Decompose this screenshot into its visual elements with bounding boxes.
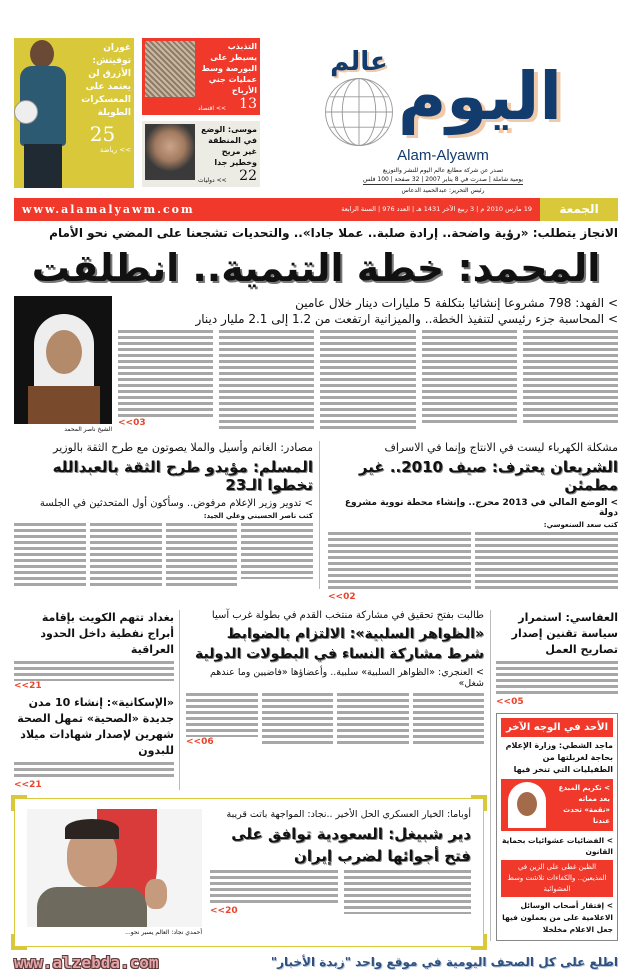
women-body-col-2: [337, 693, 409, 747]
amr-moussa-photo: [145, 124, 195, 180]
teaser-economy-section: >> اقتصاد: [198, 105, 227, 112]
teaser-sports-page: 25: [89, 122, 116, 146]
power-body-col-2: [328, 532, 471, 592]
coach-photo: [14, 38, 72, 188]
women-body-col-1: [413, 693, 485, 747]
website-link[interactable]: www.alamalyawm.com: [22, 202, 195, 216]
globe-icon: [324, 77, 394, 147]
teaser-sports-section: >> رياضة: [99, 146, 131, 154]
muslim-body-col-2: [166, 523, 238, 589]
muslim-byline: كتب ناصر الحسيني وعلي الجيد:: [203, 511, 313, 520]
power-kicker: مشكلة الكهرباء ليست في الانتاج وإنما في الاسراف: [384, 440, 618, 454]
housing-page-ref[interactable]: <<21: [14, 779, 42, 790]
power-headline[interactable]: الشريعان يعترف: صيف 2010.. غير مطمئن: [358, 457, 618, 494]
editor-in-chief: رئيس التحرير: عبدالحميد الدعاس: [401, 186, 485, 194]
iran-story-box[interactable]: [14, 798, 484, 947]
last-page-box[interactable]: [496, 713, 618, 941]
lead-body-col-5: [118, 330, 213, 418]
baghdad-page-ref[interactable]: <<21: [14, 680, 42, 691]
power-byline: كتب سعد السنعوسي:: [543, 520, 618, 529]
baghdad-headline[interactable]: بغداد تتهم الكويت بإقامة أبراج نفطية داخل الحدود العراقية: [40, 610, 174, 656]
issue-info: يومية شاملة | صدرت في 8 يناير 2007 | 32 صفحة | 100 فلس: [362, 175, 524, 183]
nasser-al-mohammad-photo: [14, 296, 112, 424]
baghdad-body: [14, 661, 174, 681]
iran-kicker: أوباما: الخيار العسكري الحل الأخير ..نجاد: المواجهة باتت قريبة: [226, 808, 471, 820]
iran-body-col-1: [344, 870, 472, 914]
muslim-kicker: مصادر: الغانم وأسيل والملا يصوتون مع طرح الثقة بالوزير: [53, 440, 313, 454]
women-body-col-4: [186, 693, 258, 737]
lead-body-col-1: [523, 330, 618, 426]
lead-body-col-4: [219, 330, 314, 430]
muslim-body-col-3: [90, 523, 162, 589]
muslim-body-col-1: [241, 523, 313, 579]
footer-site-link[interactable]: www.alzebda.com: [14, 952, 159, 972]
iran-body-col-2: [210, 870, 338, 906]
lead-sub-2: > المحاسبة جزء رئيسي لتنفيذ الخطة.. والميزانية ارتفعت من 1.2 إلى 2.1 مليار دينار: [195, 311, 618, 326]
ahmadinejad-photo: [27, 809, 202, 927]
afasi-headline[interactable]: العفاسي: استمرار سياسة تقنين إصدار تصاريح العمل: [511, 610, 618, 656]
women-kicker: طالبت بفتح تحقيق في مشاركة منتخب القدم في بطولة غرب آسيا: [211, 609, 484, 621]
teaser-international[interactable]: [142, 121, 260, 187]
women-headline[interactable]: «الظواهر السلبية»: الالتزام بالضوابط شرط مشاركة النساء في البطولات الدولية: [195, 625, 484, 662]
lead-body-col-3: [320, 330, 415, 430]
teaser-sports[interactable]: [14, 38, 134, 188]
day-label: الجمعة: [540, 198, 618, 221]
iran-photo-caption: أحمدي نجاد: العالم يسير نحو...: [125, 928, 202, 936]
teaser-international-page: 22: [239, 168, 257, 184]
housing-headline[interactable]: «الإسكانية»: إنشاء 10 مدن جديدة «الصحية» تمهل الصحة شهرين لإصدار شهادات ميلاد للبدون: [17, 695, 174, 757]
muslim-body-col-4: [14, 523, 86, 589]
power-body-col-1: [475, 532, 618, 592]
last-page-promo: > تكريم المبدع بعد مماته «نقمة» تحدث عندنا: [558, 783, 610, 825]
lead-body-col-2: [422, 330, 517, 426]
teaser-sports-text: غوران توفيتش: الأزرق لن يعتمد على المعسكرات الطويلة: [81, 43, 131, 118]
power-sub: > الوضع المالي في 2013 محرج.. وإنشاء محطة نووية مشروع دولة: [344, 497, 618, 518]
housing-body: [14, 762, 174, 780]
last-page-item-1: > الفضائيات عشوائيات بحماية القانون: [501, 835, 613, 856]
afasi-body: [496, 661, 618, 697]
iran-headline[interactable]: دير شبيغل: السعودية توافق على فتح أجوائها لضرب إيران: [231, 824, 471, 865]
women-page-ref[interactable]: <<06: [186, 736, 214, 747]
women-body-col-3: [262, 693, 334, 747]
muslim-sub: > تدوير وزير الإعلام مرفوض.. وسأكون أول المتحدثين في الجلسة: [39, 497, 313, 509]
last-page-headline: ماجد الشطي: وزارة الإعلام بحاجة لغربلتها من الطفيليات التي تنخر فيها: [505, 740, 613, 774]
lead-headline[interactable]: المحمد: خطة التنمية.. انطلقت: [31, 245, 601, 290]
lead-photo-caption: الشيخ ناصر المحمد: [64, 425, 112, 433]
dateline-bar: [14, 198, 540, 221]
logo-latin: Alam-Alyawm: [397, 146, 489, 164]
last-page-banner: الأحد في الوجه الآخر: [501, 718, 613, 737]
footer-promo-text: اطلع على كل الصحف اليومية في موقع واحد "زبدة الأخبار": [270, 955, 618, 970]
women-sub: > العنجري: «الظواهر السلبية» سلبية.. وأعضاؤها «فاضيين وما عندهم شغل»: [209, 666, 484, 689]
power-page-ref[interactable]: <<02: [328, 591, 356, 602]
lead-page-ref[interactable]: <<03: [117, 417, 146, 428]
issue-date: 19 مارس 2010 م | 3 ربيع الآخر 1431 هـ | العدد 976 | السنة الرابعة: [341, 205, 532, 214]
iran-page-ref[interactable]: <<20: [210, 905, 238, 916]
muslim-headline[interactable]: المسلم: مؤيدو طرح الثقة بالعبدالله تخطوا الـ23: [52, 457, 313, 494]
last-page-item-2: > إفتقار أصحاب الوسائل الاعلامية على من يعملون فيها جعل الاعلام مخلخلا: [502, 900, 613, 934]
majed-al-shatti-photo: [504, 782, 550, 828]
teaser-international-section: >> دوليات: [198, 177, 227, 184]
last-page-promo-2: الظين غطى على الزين في المذيعين.. والكفاءات تلاشت وسط العشوائية: [501, 860, 613, 897]
teaser-economy[interactable]: [142, 38, 260, 115]
afasi-page-ref[interactable]: <<05: [496, 696, 524, 707]
lead-kicker: الانجاز يتطلب: «رؤية واضحة.. إرادة صلبة.. عملا جادا».. والتحديات تشجعنا على المضي نحو الأمام: [49, 225, 618, 240]
header: [14, 0, 618, 194]
stock-exchange-photo: [145, 41, 195, 97]
logo-small: عالم: [330, 47, 388, 77]
logo-main: اليوم: [397, 58, 563, 135]
lead-sub-1: > الفهد: 798 مشروعا إنشائيا بتكلفة 5 مليارات دينار خلال عامين: [295, 295, 618, 310]
teaser-economy-page: 13: [239, 96, 257, 112]
publisher-info: تصدر عن شركة مطابع عالم اليوم للنشر والتوزيع: [382, 166, 504, 174]
teaser-economy-text: التذبذب يسيطر على البورصة وسط عمليات جني الأرباح: [201, 42, 257, 95]
masthead-logo[interactable]: [324, 48, 562, 147]
teaser-international-text: موسى: الوضع في المنطقة غير مريح وخطير جدا: [201, 125, 257, 167]
